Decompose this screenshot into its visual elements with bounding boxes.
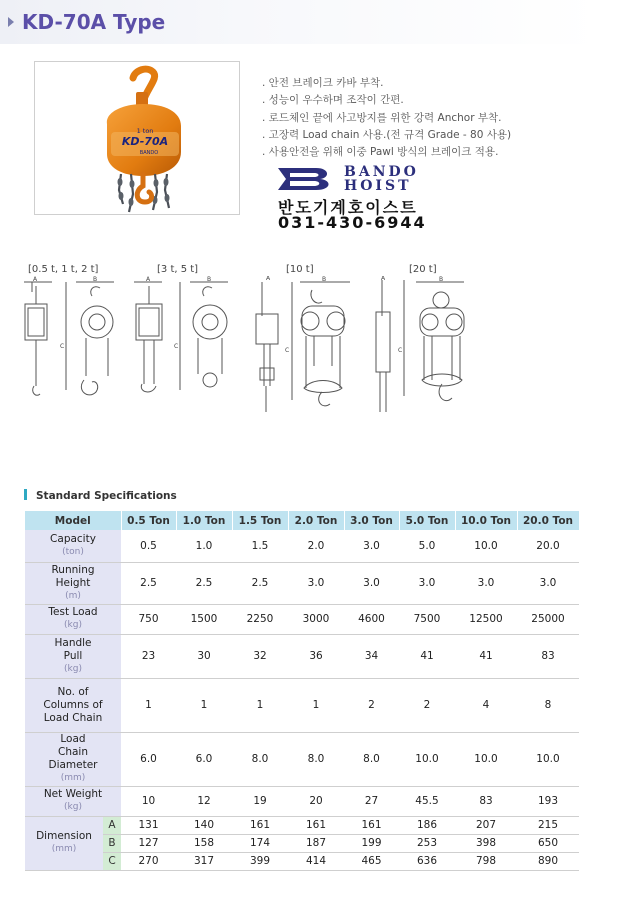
photo-label-model: KD-70A (121, 135, 169, 148)
dim-a-marker: A (32, 276, 38, 283)
table-cell: 140 (176, 816, 232, 834)
dim-b-marker: B (321, 276, 327, 283)
row-label-line: No. of (57, 685, 89, 698)
dimension-diagram-medium (130, 276, 240, 416)
table-cell: 27 (344, 786, 399, 816)
table-cell: 1 (176, 678, 232, 732)
table-cell: 1 (121, 678, 176, 732)
table-row (25, 530, 579, 562)
table-cell: 4 (455, 678, 517, 732)
table-cell: 2.5 (232, 562, 288, 604)
dimension-diagram-small (18, 276, 128, 416)
dim-a-marker: A (265, 276, 271, 282)
table-cell: 8.0 (344, 732, 399, 786)
table-cell: 161 (288, 816, 344, 834)
table-cell: 161 (344, 816, 399, 834)
table-cell: 398 (455, 834, 517, 852)
header-cell: 10.0 Ton (455, 511, 517, 530)
row-label-line: Columns of (43, 698, 103, 711)
table-row (25, 634, 579, 678)
table-cell: 199 (344, 834, 399, 852)
header-cell: 3.0 Ton (344, 511, 399, 530)
row-label-line: Net Weight (43, 788, 103, 800)
bando-logo-icon (276, 166, 338, 192)
table-cell: 19 (232, 786, 288, 816)
row-label (25, 678, 121, 732)
table-cell: 186 (399, 816, 455, 834)
header-cell: 0.5 Ton (121, 511, 176, 530)
row-unit: (kg) (64, 663, 82, 674)
table-cell: 32 (232, 634, 288, 678)
header-cell: 2.0 Ton (288, 511, 344, 530)
table-cell: 12 (176, 786, 232, 816)
table-cell: 650 (517, 834, 579, 852)
row-label-line: Capacity (50, 532, 96, 545)
dimension-diagram-20t (372, 276, 482, 416)
page-title: KD-70A Type (22, 10, 166, 34)
table-cell: 414 (288, 852, 344, 870)
table-cell: 34 (344, 634, 399, 678)
table-cell: 174 (232, 834, 288, 852)
table-cell: 25000 (517, 604, 579, 634)
table-cell: 83 (517, 634, 579, 678)
table-cell: 41 (399, 634, 455, 678)
dim-b-marker: B (206, 276, 212, 283)
spec-title-text: Standard Specifications (36, 490, 177, 502)
table-cell: 7500 (399, 604, 455, 634)
table-cell: 0.5 (121, 530, 176, 562)
row-label (25, 786, 121, 816)
table-cell: 4600 (344, 604, 399, 634)
product-photo (34, 61, 240, 215)
row-label (25, 634, 121, 678)
table-cell: 23 (121, 634, 176, 678)
table-row (25, 604, 579, 634)
table-cell: 161 (232, 816, 288, 834)
table-cell: 12500 (455, 604, 517, 634)
table-row (25, 732, 579, 786)
table-cell: 20 (288, 786, 344, 816)
feature-item: . 안전 브레이크 카바 부착. (262, 77, 384, 89)
dimension-diagram-10t (252, 276, 372, 416)
dimension-key: C (103, 852, 121, 870)
dim-c-marker: C (398, 347, 403, 354)
row-label-line: Load Chain (43, 711, 103, 724)
table-cell: 3.0 (344, 530, 399, 562)
row-label-line: Pull (63, 649, 83, 662)
table-cell: 798 (455, 852, 517, 870)
spec-section-title (24, 489, 177, 502)
brand-logo (272, 164, 472, 236)
dim-c-marker: C (174, 343, 179, 350)
table-cell: 1 (288, 678, 344, 732)
dim-a-marker: A (145, 276, 151, 283)
brand-phone: 031-430-6944 (278, 213, 427, 232)
table-cell: 45.5 (399, 786, 455, 816)
header-cell: 1.0 Ton (176, 511, 232, 530)
dim-c-marker: C (60, 343, 65, 350)
row-label-line: Test Load (48, 606, 98, 618)
table-cell: 1500 (176, 604, 232, 634)
table-cell: 3.0 (288, 562, 344, 604)
table-cell: 3.0 (455, 562, 517, 604)
header-cell: 1.5 Ton (232, 511, 288, 530)
table-cell: 2250 (232, 604, 288, 634)
table-row (25, 562, 579, 604)
feature-item: . 고장력 Load chain 사용.(전 규격 Grade - 80 사용) (262, 128, 512, 141)
brand-korean-name: 반도기계호이스트 (278, 198, 418, 217)
row-label-line: Diameter (48, 759, 98, 771)
row-label-line: Load (60, 733, 86, 745)
brand-subtitle: HOIST (344, 178, 412, 194)
table-cell: 215 (517, 816, 579, 834)
table-cell: 8.0 (232, 732, 288, 786)
table-cell: 127 (121, 834, 176, 852)
diagram-label-10t: [10 t] (286, 264, 314, 275)
dimension-row (25, 852, 579, 870)
dim-b-marker: B (438, 276, 444, 283)
dimension-key: B (103, 834, 121, 852)
dimension-key: A (103, 816, 121, 834)
table-cell: 5.0 (399, 530, 455, 562)
row-label-line: Height (55, 576, 91, 589)
table-cell: 83 (455, 786, 517, 816)
table-cell: 2.0 (288, 530, 344, 562)
table-cell: 10.0 (517, 732, 579, 786)
table-cell: 270 (121, 852, 176, 870)
row-unit: (kg) (64, 802, 82, 812)
feature-item: . 성능이 우수하며 조작이 간편. (262, 94, 404, 107)
feature-list (262, 75, 592, 161)
table-cell: 36 (288, 634, 344, 678)
dim-a-marker: A (380, 276, 386, 282)
table-cell: 750 (121, 604, 176, 634)
table-cell: 10.0 (455, 732, 517, 786)
brand-name: BANDO (344, 164, 419, 180)
row-unit: (m) (65, 590, 81, 601)
row-label (25, 562, 121, 604)
table-cell: 253 (399, 834, 455, 852)
table-cell: 3000 (288, 604, 344, 634)
section-bar-icon (24, 489, 27, 500)
table-cell: 10.0 (455, 530, 517, 562)
row-label (25, 530, 121, 562)
diagram-label-small: [0.5 t, 1 t, 2 t] (28, 264, 99, 275)
table-cell: 207 (455, 816, 517, 834)
table-cell: 1 (232, 678, 288, 732)
photo-label-brand: BANDO (139, 150, 159, 156)
chevron-right-icon (8, 17, 14, 27)
table-cell: 8.0 (288, 732, 344, 786)
table-cell: 317 (176, 852, 232, 870)
dim-c-marker: C (285, 347, 290, 354)
table-cell: 636 (399, 852, 455, 870)
table-cell: 2.5 (176, 562, 232, 604)
table-cell: 193 (517, 786, 579, 816)
table-cell: 3.0 (344, 562, 399, 604)
dimension-row (25, 834, 579, 852)
table-cell: 187 (288, 834, 344, 852)
row-label-line: Running (51, 563, 95, 576)
feature-item: . 로드체인 끝에 사고방지를 위한 강력 Anchor 부착. (262, 111, 502, 124)
feature-item: . 사용안전을 위해 이중 Pawl 방식의 브레이크 적용. (262, 146, 499, 159)
table-cell: 890 (517, 852, 579, 870)
row-label-line: Handle (54, 636, 92, 649)
row-label (25, 732, 121, 786)
table-cell: 465 (344, 852, 399, 870)
dimension-label (25, 816, 103, 870)
table-cell: 3.0 (399, 562, 455, 604)
row-label-line: Chain (58, 746, 88, 758)
table-cell: 158 (176, 834, 232, 852)
dimension-row (25, 816, 579, 834)
row-unit: (mm) (60, 773, 86, 783)
table-cell: 2.5 (121, 562, 176, 604)
dimension-label-text: Dimension (36, 830, 92, 842)
header-cell: 5.0 Ton (399, 511, 455, 530)
row-label (25, 604, 121, 634)
table-cell: 10.0 (399, 732, 455, 786)
row-unit: (kg) (64, 620, 82, 630)
table-header-row (25, 511, 579, 530)
table-cell: 2 (399, 678, 455, 732)
table-cell: 20.0 (517, 530, 579, 562)
title-bar (0, 0, 600, 44)
table-cell: 3.0 (517, 562, 579, 604)
table-cell: 30 (176, 634, 232, 678)
table-row (25, 678, 579, 732)
table-cell: 1.0 (176, 530, 232, 562)
table-cell: 41 (455, 634, 517, 678)
table-cell: 1.5 (232, 530, 288, 562)
photo-label-capacity: 1 ton (136, 127, 154, 135)
table-cell: 2 (344, 678, 399, 732)
table-cell: 131 (121, 816, 176, 834)
table-cell: 6.0 (121, 732, 176, 786)
dim-b-marker: B (92, 276, 98, 283)
diagram-label-medium: [3 t, 5 t] (157, 264, 199, 275)
table-cell: 6.0 (176, 732, 232, 786)
table-row (25, 786, 579, 816)
spec-table (25, 511, 580, 871)
table-cell: 8 (517, 678, 579, 732)
dimension-unit: (mm) (51, 844, 77, 854)
header-model: Model (25, 511, 121, 530)
chain-hoist-illustration (35, 62, 239, 214)
table-cell: 399 (232, 852, 288, 870)
header-cell: 20.0 Ton (517, 511, 579, 530)
diagram-label-20t: [20 t] (409, 264, 437, 275)
table-cell: 10 (121, 786, 176, 816)
row-unit: (ton) (62, 546, 84, 557)
